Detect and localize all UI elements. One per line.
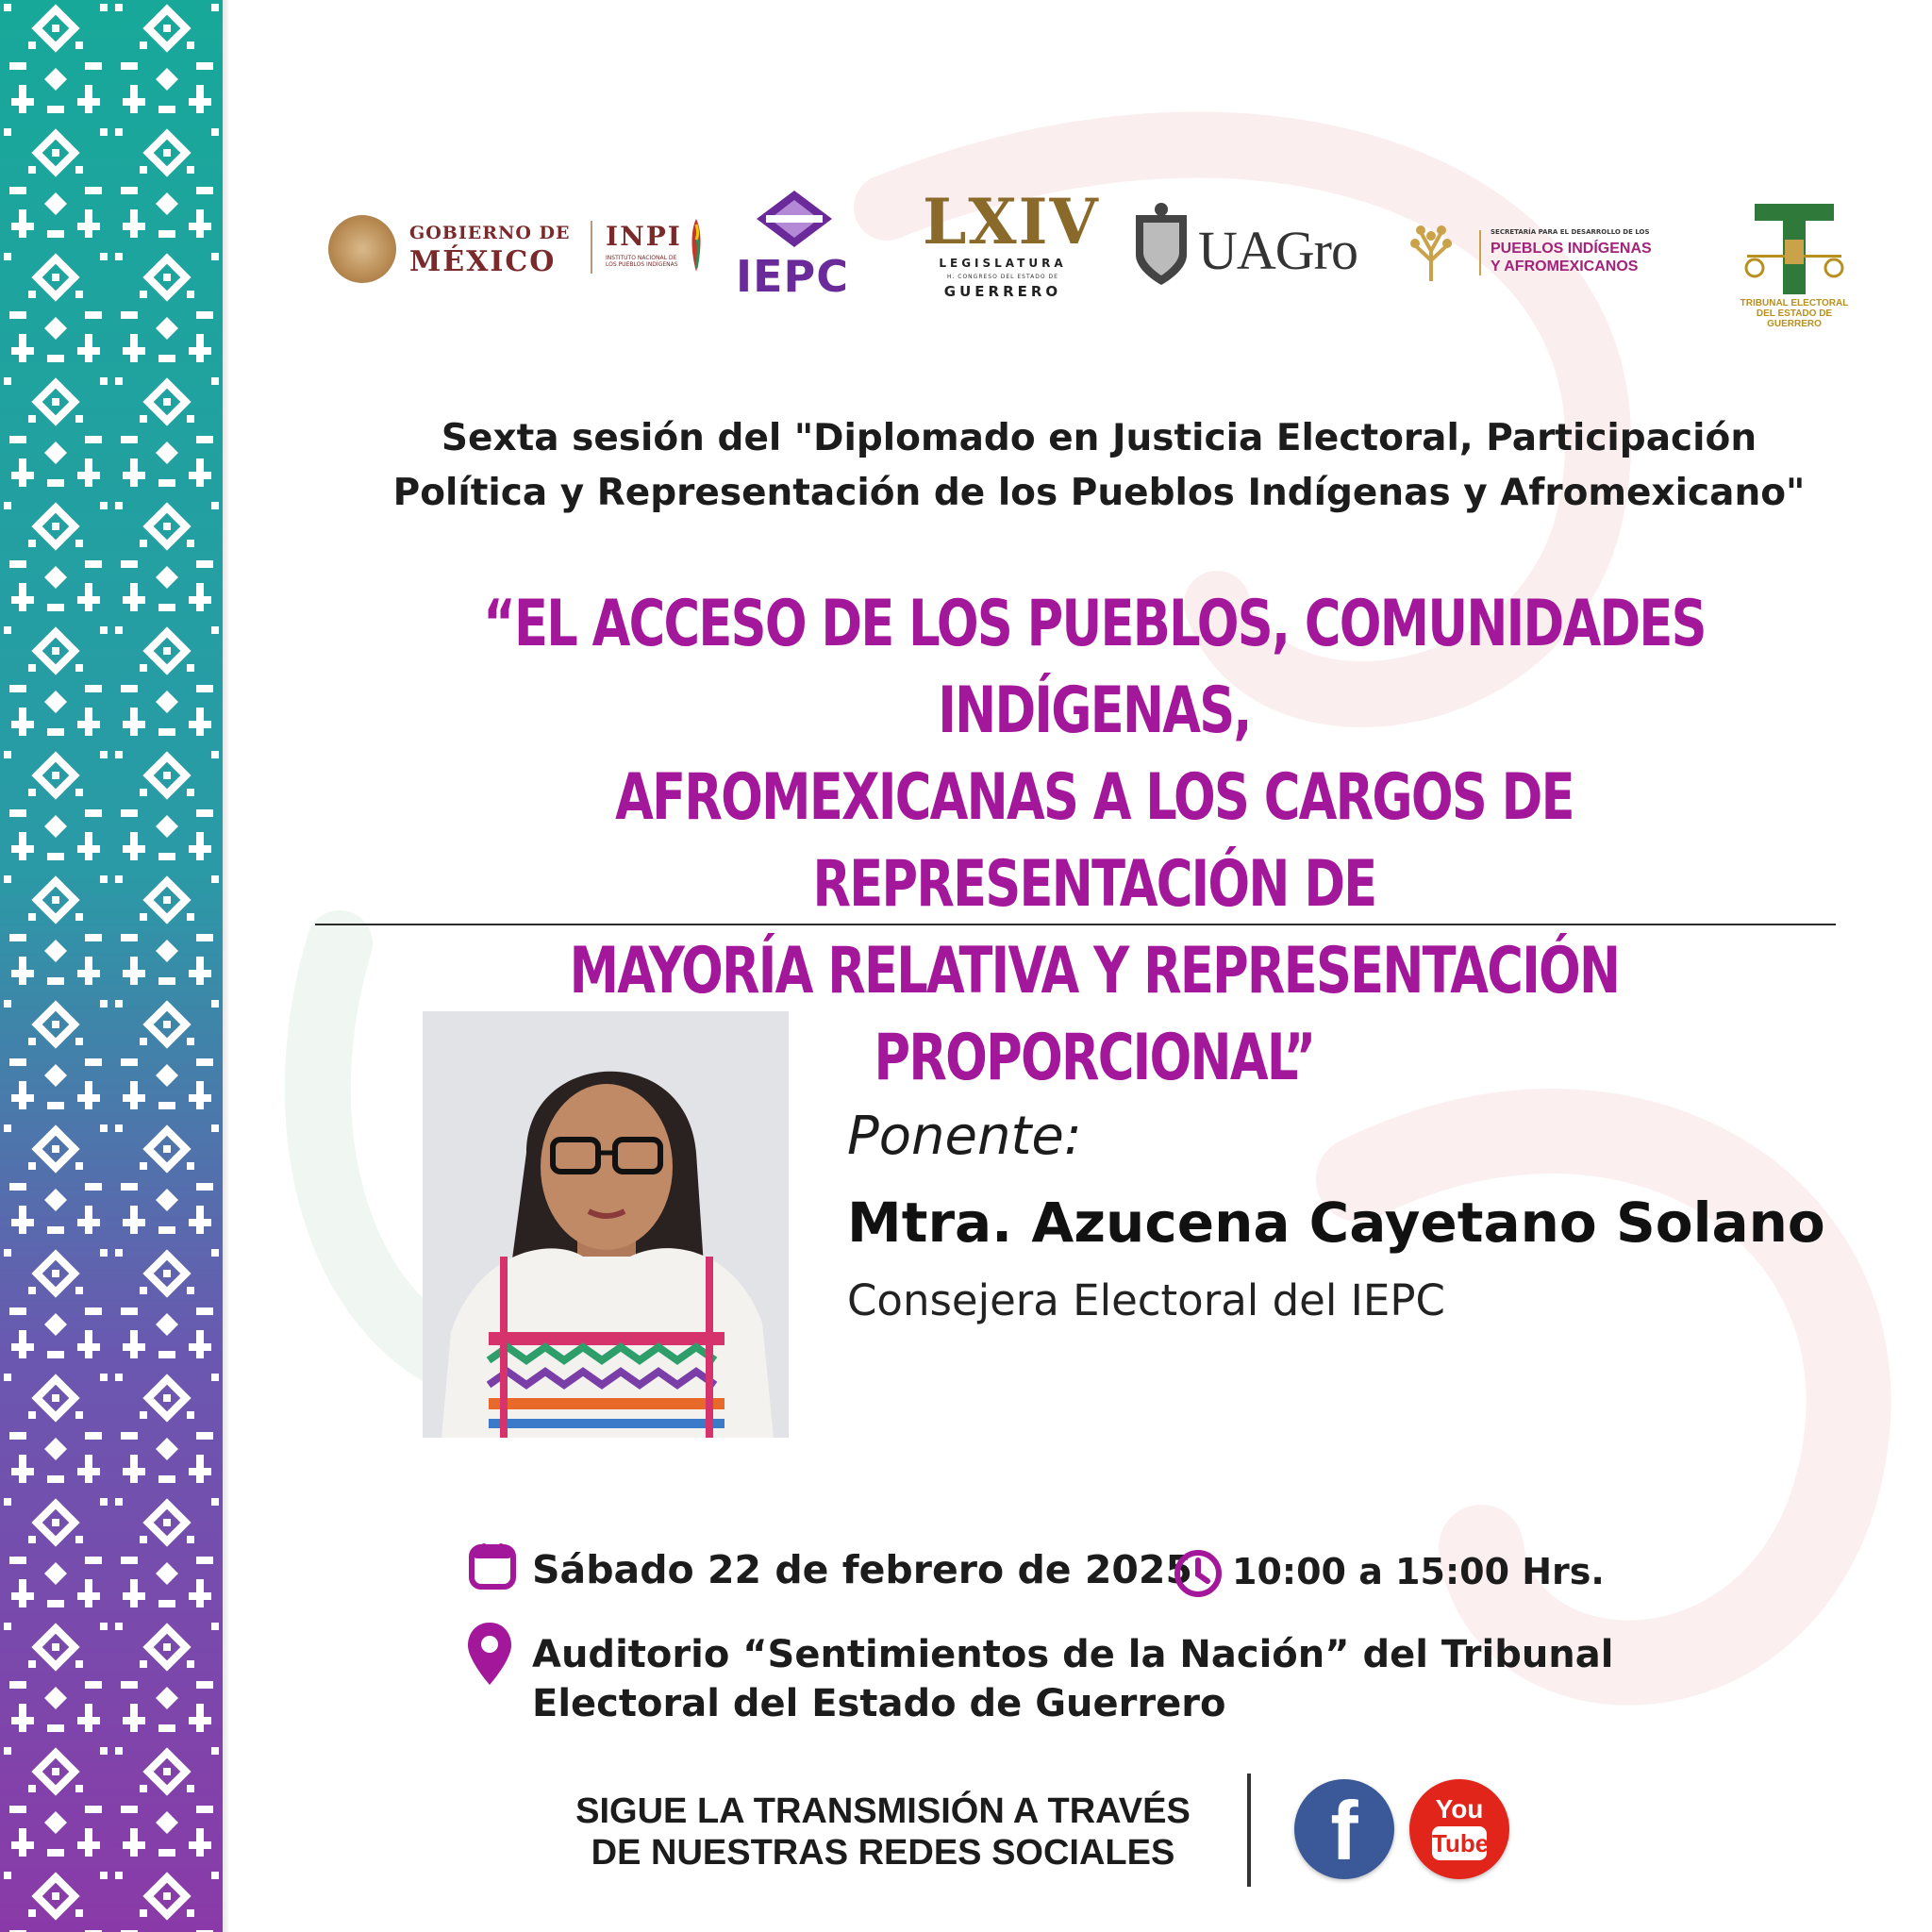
legislatura-text: LEGISLATURA (939, 257, 1067, 270)
uagro-logo (1130, 202, 1357, 296)
gobierno-text: GOBIERNO DE (409, 223, 571, 243)
calendar-icon (468, 1541, 517, 1591)
spi-line-1: PUEBLOS INDÍGENAS (1491, 241, 1652, 257)
youtube-tube-text: Tube (1432, 1826, 1487, 1860)
lxiv-legislatura-logo (923, 179, 1100, 302)
tree-icon (1398, 223, 1464, 283)
subtitle-line-1: Sexta sesión del "Diplomado en Justicia Electoral, Participación (441, 417, 1757, 459)
spi-line-2: Y AFROMEXICANOS (1491, 258, 1639, 275)
spi-logo (1398, 223, 1690, 289)
title-line-3: MAYORÍA RELATIVA Y REPRESENTACIÓN PROPORCIONAL” (569, 934, 1620, 1095)
lxiv-text: LXIV (923, 185, 1100, 258)
speaker-role: Consejera Electoral del IEPC (847, 1275, 1445, 1325)
tribunal-text (1728, 298, 1860, 329)
section-divider (315, 924, 1836, 925)
guerrero-text: GUERRERO (943, 283, 1062, 300)
title-line-2: AFROMEXICANAS A LOS CARGOS DE REPRESENTACIÓN DE (615, 760, 1574, 922)
event-venue (532, 1630, 1645, 1728)
title-line-1: “EL ACCESO DE LOS PUEBLOS, COMUNIDADES INDÍGENAS, (483, 587, 1706, 748)
iepc-emblem-icon (738, 187, 851, 253)
event-date: Sábado 22 de febrero de 2025 (532, 1547, 1192, 1592)
speaker-name: Mtra. Azucena Cayetano Solano (847, 1191, 1825, 1255)
iepc-logo (732, 187, 855, 300)
inpi-text: INPI (606, 221, 682, 252)
uagro-shield-icon (1130, 202, 1192, 289)
venue-line-1: Auditorio “Sentimientos de la Nación” del Tribunal (532, 1633, 1614, 1676)
feather-icon (689, 217, 704, 274)
logo-divider (1479, 230, 1481, 275)
follow-line-1: SIGUE LA TRANSMISIÓN A TRAVÉS (575, 1791, 1191, 1831)
logos-row (311, 179, 1896, 340)
follow-social-text (534, 1790, 1232, 1874)
logo-divider (591, 221, 592, 274)
textile-border (0, 0, 223, 1932)
tribunal-line-2: DEL ESTADO DE GUERRERO (1756, 308, 1833, 329)
session-subtitle (283, 411, 1915, 521)
footer-divider (1247, 1774, 1251, 1887)
spi-subtitle: SECRETARÍA PARA EL DESARROLLO DE LOS (1491, 228, 1650, 236)
tribunal-electoral-logo (1728, 198, 1860, 340)
facebook-glyph: f (1330, 1784, 1358, 1877)
ponente-label: Ponente: (847, 1106, 1082, 1167)
youtube-icon[interactable] (1409, 1779, 1509, 1879)
venue-line-2: Electoral del Estado de Guerrero (532, 1682, 1226, 1725)
clock-icon (1174, 1549, 1223, 1598)
congreso-text: H. CONGRESO DEL ESTADO DE (947, 274, 1058, 280)
uagro-text: UAGro (1198, 220, 1357, 281)
youtube-you-text: You (1435, 1794, 1484, 1824)
iepc-text: IEPC (736, 251, 850, 302)
spi-title (1491, 240, 1652, 275)
speaker-photo (423, 1011, 789, 1438)
gobierno-mexico-logo (328, 208, 696, 302)
follow-line-2: DE NUESTRAS REDES SOCIALES (591, 1833, 1175, 1873)
facebook-icon[interactable] (1294, 1779, 1394, 1879)
mexico-text: MÉXICO (409, 245, 557, 278)
map-pin-icon (466, 1621, 513, 1687)
inpi-subtitle: INSTITUTO NACIONAL DE LOS PUEBLOS INDÍGENAS (606, 255, 678, 268)
tribunal-t-icon (1728, 198, 1860, 298)
tribunal-line-1: TRIBUNAL ELECTORAL (1740, 298, 1849, 308)
subtitle-line-2: Política y Representación de los Pueblos Indígenas y Afromexicano" (392, 472, 1806, 514)
mexico-seal-icon (328, 215, 396, 283)
event-time: 10:00 a 15:00 Hrs. (1232, 1551, 1605, 1592)
